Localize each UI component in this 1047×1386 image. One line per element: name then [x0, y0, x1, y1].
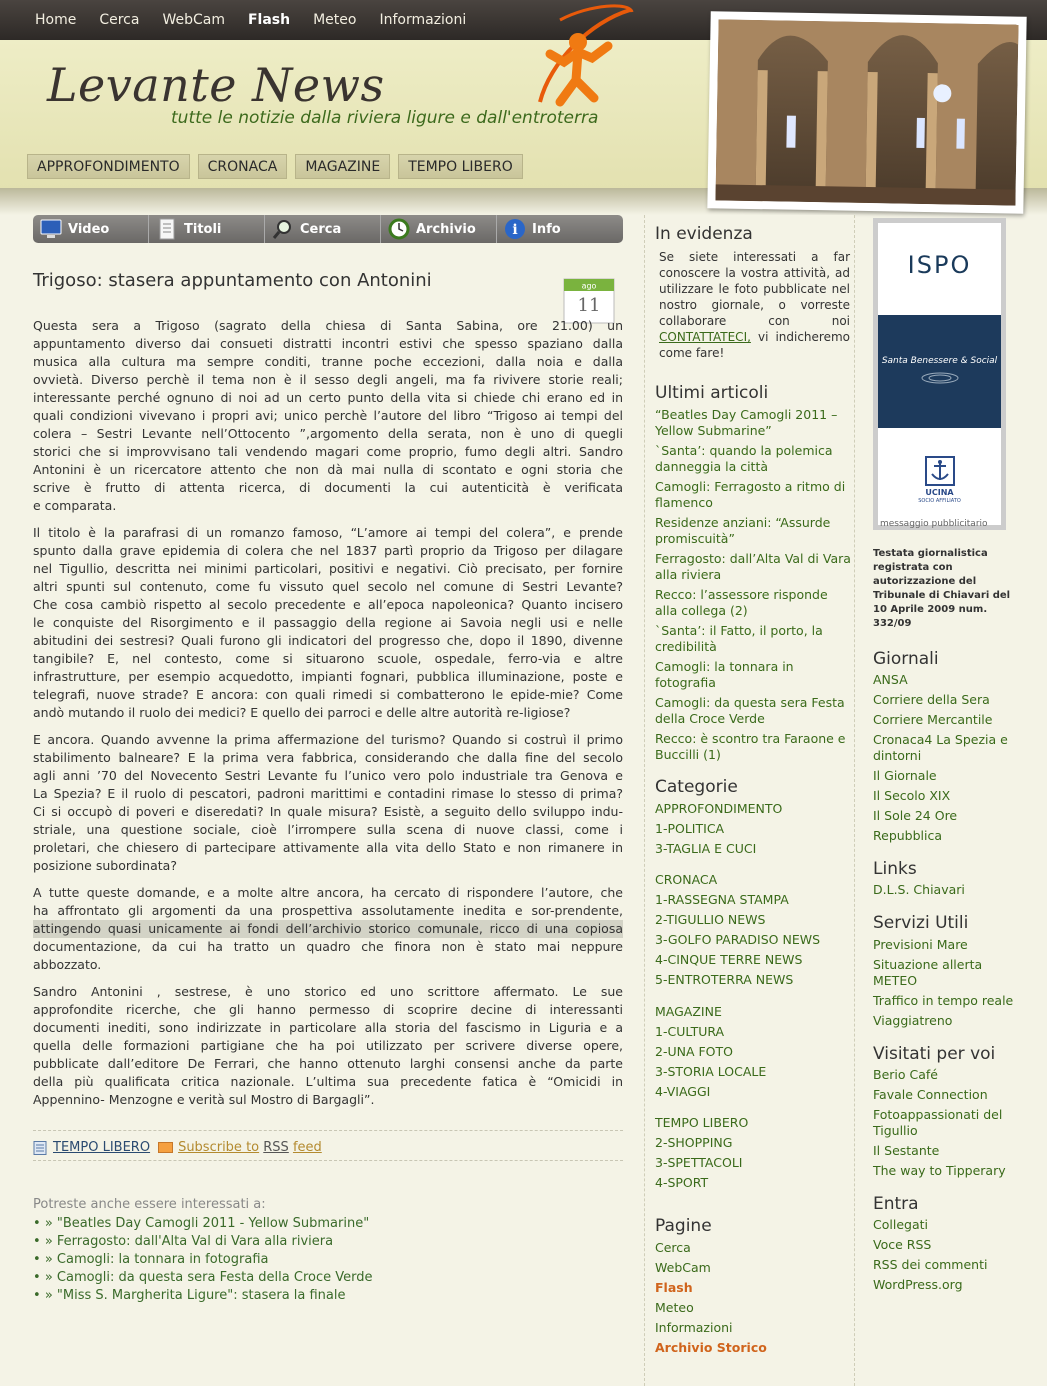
catnav-approfondimento[interactable]: APPROFONDIMENTO [27, 154, 190, 179]
post-line: posizione subordinata? [33, 858, 177, 873]
ultimi-item[interactable]: Residenze anziani: “Assurde promiscuità” [655, 515, 831, 546]
ultimi-item[interactable]: Camogli: la tonnara in fotografia [655, 659, 794, 690]
post-line: approfondite ricerche, che gli hanno permesso di scoprire decine di interessanti [33, 1002, 623, 1017]
links-heading: Links [873, 859, 917, 879]
pagine-item-meteo[interactable]: Meteo [655, 1300, 694, 1315]
related-item[interactable]: • » Camogli: da questa sera Festa della Croce Verde [33, 1269, 373, 1287]
ultimi-item[interactable]: `Santa’: il Fatto, il porto, la credibilità [655, 623, 823, 654]
ultimi-item[interactable]: Ferragosto: dall’Alta Val di Vara alla riviera [655, 551, 851, 582]
categoria-item[interactable]: 3-STORIA LOCALE [655, 1064, 767, 1079]
content-toolbar [33, 215, 623, 243]
entra-item[interactable]: WordPress.org [873, 1277, 963, 1292]
ultimi-item[interactable]: `Santa’: quando la polemica danneggia la città [655, 443, 833, 474]
giornali-item[interactable]: Il Sole 24 Ore [873, 808, 958, 823]
post-paragraph [33, 317, 623, 515]
post-line: Che cosa cambiò rispetto al secolo precedente e all’epoca napoleonica? Quanto incisero [33, 597, 623, 612]
categoria-item[interactable]: 1-RASSEGNA STAMPA [655, 892, 789, 907]
catnav-magazine[interactable]: MAGAZINE [295, 154, 390, 179]
ultimi-item[interactable]: Recco: l’assessore risponde alla collega (2) [655, 587, 828, 618]
date-month: ago [581, 281, 597, 291]
post-line: ha affrontato gli argomenti da una prospettiva assolutamente inedita e sor-prendente, [33, 903, 623, 918]
post-line: proletari, che chiesero di partecipare attivamente alla vita dello Stato e non rimanere in [33, 840, 623, 855]
related-item[interactable]: • » "Beatles Day Camogli 2011 - Yellow Submarine" [33, 1215, 373, 1233]
ultimi-item[interactable]: Recco: è scontro tra Faraone e Buccilli (1) [655, 731, 846, 762]
post-line: Questa sera a Trigoso (sagrato della chiesa di Santa Sabina, ore 21.00) un [33, 318, 623, 333]
entra-item[interactable]: RSS dei commenti [873, 1257, 988, 1272]
post-paragraph [33, 983, 623, 1109]
post-line: e comparata. [33, 498, 117, 513]
ad-content [878, 223, 1001, 525]
related-list [33, 1215, 373, 1305]
topnav-webcam[interactable]: WebCam [162, 12, 225, 28]
post-line: attingendo quasi unicamente ai fondi dell’archivio storico comunale, ricco di una copiosa [33, 921, 623, 936]
site-tagline: tutte le notizie dalla riviera ligure e dall'entroterra [171, 108, 599, 128]
topnav-home[interactable]: Home [35, 12, 77, 28]
ad-sub: UCINA [925, 488, 954, 497]
giornali-item[interactable]: Repubblica [873, 828, 943, 843]
post-line: quali condizioni vivevano i propri avi; unico perchè l’autore del libro “Trigoso ai tempi del [33, 408, 623, 423]
anchor-logo-icon [925, 456, 955, 486]
post-line: Sandro Antonini , sestrese, è uno storico ed uno scrittore affermato. Le sue [33, 984, 623, 999]
catnav-cronaca[interactable]: CRONACA [198, 154, 288, 179]
post-line: La Spezia? E il ruolo di pescatori, padroni marittimi e contadini rimase lo stesso di prima? [33, 786, 623, 801]
info-icon [504, 218, 526, 240]
post-line: Antonini è un ricercatore attento che non dà mai nulla di scontato e ogni storia che [33, 462, 623, 477]
categorie-group-magazine [655, 1002, 766, 1102]
servizi-item[interactable]: Situazione allerta METEO [873, 957, 983, 988]
toolbar-titoli[interactable] [149, 215, 265, 243]
toolbar-video-label: Video [68, 221, 110, 237]
categorie-group-approfondimento [655, 799, 782, 859]
category-document-icon [33, 1141, 47, 1155]
giornali-item[interactable]: Cronaca4 La Spezia e dintorni [873, 732, 1008, 763]
post-line: quella delle formazioni partigiane che ha poi utilizzato per scrivere diverse opere, [33, 1038, 623, 1053]
links-list [873, 882, 1023, 902]
post-line: abitudini dei sestresi? Quali furono gli indicatori del progresso che, dopo il 1890, divenne [33, 633, 623, 648]
pagine-item-flash[interactable]: Flash [655, 1280, 693, 1295]
servizi-item[interactable]: Traffico in tempo reale [873, 993, 1014, 1008]
topnav-cerca[interactable]: Cerca [99, 12, 140, 28]
categoria-item[interactable]: 2-SHOPPING [655, 1135, 733, 1150]
post-line: stabilimento balneare? E la prima vera fabbrica, considerando che dalla fine del secolo [33, 750, 623, 765]
servizi-item[interactable]: Viaggiatreno [873, 1013, 953, 1028]
ad-sub2: SOCIO AFFILIATO [918, 498, 961, 504]
categoria-item[interactable]: 4-VIAGGI [655, 1084, 711, 1099]
giornali-item[interactable]: Corriere della Sera [873, 692, 990, 707]
evidenza-text [659, 249, 850, 361]
giornali-item[interactable]: Il Secolo XIX [873, 788, 951, 803]
categoria-item[interactable]: 2-UNA FOTO [655, 1044, 733, 1059]
document-icon [156, 218, 178, 240]
post-line: Il titolo è la parafrasi di un romanzo famoso, “L’amore ai tempi del colera”, e prende [33, 525, 623, 540]
toolbar-cerca-label: Cerca [300, 221, 342, 237]
topnav-meteo[interactable]: Meteo [313, 12, 357, 28]
post-line: della più qualificata critica nazionale. L’ultima sua precedente fatica è “Omicidi in [33, 1074, 623, 1089]
top-nav [35, 0, 489, 40]
pagine-item-archivio-storico[interactable]: Archivio Storico [655, 1340, 767, 1355]
post-line: andò mutando il ruolo dei medici? E quello dei parroci e delle altre autorità re-ligiose? [33, 705, 571, 720]
date-day: 11 [577, 295, 601, 316]
post-line: pubblicate dall’editore De Ferrari, che hanno ottenuto larghi consensi anche da parte [33, 1056, 623, 1071]
categorie-group-cronaca [655, 870, 820, 990]
giornali-item[interactable]: ANSA [873, 672, 908, 687]
site-header [0, 0, 1047, 215]
clock-icon [388, 218, 410, 240]
subscribe-link[interactable]: Subscribe to [178, 1140, 260, 1155]
ad-banner[interactable] [873, 218, 1006, 530]
topnav-flash[interactable]: Flash [247, 12, 291, 28]
servizi-list [873, 937, 1023, 1033]
magnifier-icon [272, 218, 294, 240]
post-line: abbozzato. [33, 957, 102, 972]
post-line: musica alla cultura ma sempre conditi, tranne poche eccezioni, dalla noia e dalla [33, 354, 623, 369]
categoria-item[interactable]: 3-TAGLIA E CUCI [655, 841, 757, 856]
categoria-item[interactable]: APPROFONDIMENTO [655, 801, 783, 816]
visitati-heading: Visitati per voi [873, 1044, 996, 1064]
pagine-item-webcam[interactable]: WebCam [655, 1260, 711, 1275]
header-photo-frame [707, 11, 1026, 213]
toolbar-cerca[interactable] [265, 215, 381, 243]
post-line: Appennino- Menzogne e verità sul Mostro di Bargagli”. [33, 1092, 375, 1107]
category-nav [27, 154, 523, 179]
toolbar-archivio[interactable] [381, 215, 497, 243]
post-line: A tutte queste domande, e a molte altre ancora, ha cercato di rispondere l’autore, che [33, 885, 623, 900]
categoria-item[interactable]: 3-GOLFO PARADISO NEWS [655, 932, 821, 947]
post-line: colera – Sestri Levante nell’Ottocento ”,argomento della serata, non è uno di quegli [33, 426, 623, 441]
post-paragraph [33, 524, 623, 722]
post-line: documentazione, da cui ha tratto un quadro che finora non è stato mai neppure [33, 939, 623, 954]
entra-item[interactable]: Voce RSS [873, 1237, 932, 1252]
post-line: appuntamento diverso dai consueti distratti incontri estivi che spesso spaziano dalla [33, 336, 623, 351]
post-line: storici che si improvvisano tali vendendo magari come proprio, fumo degli altri. Sandro [33, 444, 623, 459]
ultimi-item[interactable]: Camogli: da questa sera Festa della Croce Verde [655, 695, 845, 726]
testata-notice: Testata giornalistica registrata con autorizzazione del Tribunale di Chiavari del 10 Aprile 2009 num. 332/09 [873, 548, 1011, 629]
evidenza-body: Se siete interessati a far conoscere la vostra attività, ad utilizzare le foto pubblicate nel nostro giornale, o vorreste collaborare con noi [659, 250, 850, 328]
visitati-item[interactable]: Fotoappassionati del Tigullio [873, 1107, 1003, 1138]
evidenza-body-end: vi indicheremo come fare! [659, 330, 850, 360]
giornali-item[interactable]: Corriere Mercantile [873, 712, 993, 727]
ad-brand: ISPO [907, 251, 972, 279]
post-line: infrastrutture, per esempio acquedotto, impianti fognari, pubblica illuminazione, poste e [33, 669, 623, 684]
categorie-group-tempo-libero [655, 1113, 748, 1193]
related-item[interactable]: • » Camogli: la tonnara in fotografia [33, 1251, 373, 1269]
site-title[interactable]: Levante News [47, 58, 385, 112]
categoria-item[interactable]: CRONACA [655, 872, 718, 887]
ultimi-item[interactable]: “Beatles Day Camogli 2011 – Yellow Submarine” [655, 407, 838, 438]
categoria-item[interactable]: MAGAZINE [655, 1004, 722, 1019]
post-separator-bottom [33, 1160, 623, 1161]
toolbar-info-label: Info [532, 221, 561, 237]
ultimi-list [655, 407, 851, 767]
ultimi-item[interactable]: Camogli: Ferragosto a ritmo di flamenco [655, 479, 846, 510]
categoria-item[interactable]: 5-ENTROTERRA NEWS [655, 972, 794, 987]
toolbar-titoli-label: Titoli [184, 221, 222, 237]
pagine-item-cerca[interactable]: Cerca [655, 1240, 691, 1255]
related-heading: Potreste anche essere interessati a: [33, 1197, 266, 1212]
post-meta [33, 1140, 322, 1155]
visitati-item[interactable]: Berio Café [873, 1067, 938, 1082]
post-body [33, 317, 623, 1118]
post-line: Ci si occupò di poveri e diseredati? In quale misura? Esistè, a seguito dello sviluppo indu- [33, 804, 623, 819]
ad-caption: messaggio pubblicitario [880, 519, 988, 529]
toolbar-archivio-label: Archivio [416, 221, 476, 237]
toolbar-video[interactable] [33, 215, 149, 243]
post-paragraph [33, 731, 623, 875]
categoria-item[interactable]: 1-CULTURA [655, 1024, 725, 1039]
toolbar-info[interactable] [497, 215, 613, 243]
post-separator-top [33, 1130, 623, 1131]
monitor-icon [40, 218, 62, 240]
post-line: striale, una questione sociale, cioè l’irrompere sulla scena di nuove classi, come i [33, 822, 623, 837]
wave-logo-icon [920, 371, 960, 385]
catnav-tempo-libero[interactable]: TEMPO LIBERO [398, 154, 523, 179]
post-category-link[interactable]: TEMPO LIBERO [53, 1140, 151, 1155]
post-line: tangibile? E, nel contesto, come si situarono scuole, ospedale, ferro-via e altre [33, 651, 623, 666]
svg-text:i: i [512, 222, 518, 238]
pagine-item-informazioni[interactable]: Informazioni [655, 1320, 733, 1335]
post-line: altri spunti sul contenuto, come fu vissuto quel secolo nel comune di Sestri Levante? [33, 579, 623, 594]
servizi-item[interactable]: Previsioni Mare [873, 937, 968, 952]
post-line: agli anni ’70 del Novecento Sestri Levante fu l’unico vero polo industriale tra Genova e [33, 768, 623, 783]
post-line: E ancora. Quando avvenne la prima affermazione del turismo? Quando si costruì il primo [33, 732, 623, 747]
categoria-item[interactable]: 3-SPETTACOLI [655, 1155, 743, 1170]
servizi-heading: Servizi Utili [873, 913, 969, 933]
feed-link[interactable]: feed [292, 1140, 322, 1155]
rss-abbr[interactable]: RSS [263, 1140, 289, 1155]
related-item[interactable]: • » "Miss S. Margherita Ligure": stasera la finale [33, 1287, 373, 1305]
contact-link[interactable]: CONTATTATECI, [659, 330, 751, 344]
ad-line: Santa Benessere & Social [881, 356, 998, 366]
categoria-item[interactable]: 2-TIGULLIO NEWS [655, 912, 766, 927]
post-paragraph [33, 884, 623, 974]
post-line: nel Tigullio, descritta nei minimi particolari, positivi e negativi. Ciò precisato, per fornire [33, 561, 623, 576]
links-item[interactable]: D.L.S. Chiavari [873, 882, 965, 897]
pagine-list [655, 1238, 767, 1358]
post-line: interessante perché ognuno di noi ad un certo punto della vita si chiede chi erano ed in [33, 390, 623, 405]
pagine-heading: Pagine [655, 1216, 712, 1236]
giornali-item[interactable]: Il Giornale [873, 768, 937, 783]
visitati-item[interactable]: The way to Tipperary [873, 1163, 1006, 1178]
post-line: le conquiste del Risorgimento e il passaggio della regione ai Savoia negli usi e nelle [33, 615, 623, 630]
related-item[interactable]: • » Ferragosto: dall'Alta Val di Vara alla riviera [33, 1233, 373, 1251]
evidenza-heading: In evidenza [655, 224, 753, 244]
entra-heading: Entra [873, 1194, 919, 1214]
entra-item[interactable]: Collegati [873, 1217, 928, 1232]
ultimi-heading: Ultimi articoli [655, 383, 769, 403]
church-interior-photo [715, 19, 1018, 205]
categoria-item[interactable]: 4-SPORT [655, 1175, 709, 1190]
visitati-item[interactable]: Il Sestante [873, 1143, 940, 1158]
mascot-logo-icon [520, 2, 640, 112]
giornali-list [873, 672, 1023, 848]
giornali-heading: Giornali [873, 649, 939, 669]
visitati-list [873, 1067, 1023, 1183]
rss-icon [158, 1142, 173, 1153]
entra-list [873, 1217, 1023, 1297]
categorie-heading: Categorie [655, 777, 738, 797]
post-line: scrive è frutto di attenta ricerca, di documenti la cui autenticità è verificata [33, 480, 623, 495]
visitati-item[interactable]: Favale Connection [873, 1087, 988, 1102]
post-line: spunto dalla grave epidemia di colera che nel 1837 partì proprio da Trigoso per dilagare [33, 543, 623, 558]
post-line: ovvietà. Diverso perchè il tema non è il sesso degli angeli, ma fa rivivere storie reali; [33, 372, 623, 387]
categoria-item[interactable]: TEMPO LIBERO [655, 1115, 749, 1130]
categoria-item[interactable]: 1-POLITICA [655, 821, 725, 836]
post-title[interactable]: Trigoso: stasera appuntamento con Antonini [33, 270, 432, 291]
post-line: telegrafi, nuove strade? E ancora: con quali rimedi si combatterono le epide-mie? Come [33, 687, 623, 702]
topnav-informazioni[interactable]: Informazioni [379, 12, 467, 28]
post-line: documenti inediti, sono indirizzate in particolare alla storia del fascismo in Liguria e a [33, 1020, 623, 1035]
categoria-item[interactable]: 4-CINQUE TERRE NEWS [655, 952, 803, 967]
